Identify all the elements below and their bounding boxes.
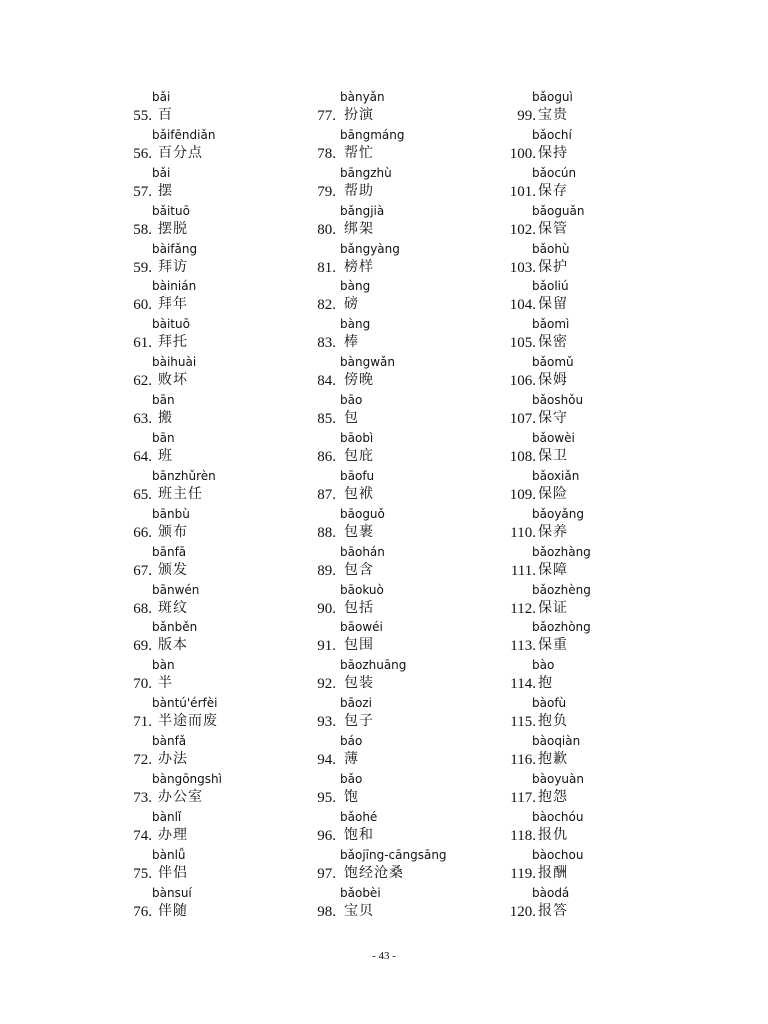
entry-hanzi: 帮忙 — [344, 144, 374, 161]
entry-pinyin: bān — [152, 431, 175, 446]
vocabulary-entry — [296, 696, 486, 734]
vocabulary-entry — [112, 469, 292, 507]
entry-number: 104. — [509, 297, 536, 314]
vocabulary-entry — [112, 886, 292, 924]
entry-pinyin: bàodá — [532, 885, 570, 900]
vocabulary-entry — [296, 810, 486, 848]
entry-number: 78. — [317, 145, 336, 162]
entry-hanzi: 宝贝 — [344, 902, 374, 919]
entry-number: 57. — [133, 183, 152, 200]
entry-hanzi: 伴随 — [158, 902, 188, 919]
vocabulary-entry — [296, 772, 486, 810]
entry-hanzi: 抱负 — [538, 713, 568, 730]
entry-number: 95. — [317, 790, 336, 807]
entry-hanzi: 保护 — [538, 258, 568, 275]
entry-hanzi: 包庇 — [344, 448, 374, 465]
entry-hanzi: 保管 — [538, 220, 568, 237]
entry-hanzi: 保险 — [538, 485, 568, 502]
entry-hanzi: 包裹 — [344, 523, 374, 540]
entry-pinyin: bǎocún — [532, 165, 577, 180]
vocabulary-entry — [112, 772, 292, 810]
entry-hanzi: 伴侣 — [158, 864, 188, 881]
entry-number: 61. — [133, 335, 152, 352]
entry-hanzi: 抱歉 — [538, 751, 568, 768]
vocabulary-entry — [112, 317, 292, 355]
entry-hanzi: 败坏 — [158, 372, 188, 389]
entry-hanzi: 百分点 — [158, 144, 203, 161]
entry-pinyin: bǎochí — [532, 127, 572, 142]
entry-hanzi: 半途而废 — [158, 713, 218, 730]
entry-hanzi: 包含 — [344, 561, 374, 578]
entry-number: 77. — [317, 108, 336, 124]
vocabulary-entry — [488, 355, 688, 393]
entry-pinyin: bànsuí — [152, 885, 192, 900]
entry-pinyin: bàngōngshì — [152, 772, 222, 787]
entry-hanzi: 班主任 — [158, 485, 203, 502]
vocabulary-column-2 — [296, 90, 486, 924]
vocabulary-entry — [112, 696, 292, 734]
vocabulary-entry — [488, 469, 688, 507]
entry-pinyin: bānbù — [152, 506, 190, 521]
entry-number: 119. — [510, 865, 536, 882]
entry-pinyin: bǎo — [340, 772, 363, 787]
entry-pinyin: bàifǎng — [152, 241, 198, 256]
entry-number: 68. — [133, 600, 152, 617]
entry-hanzi: 宝贵 — [538, 107, 568, 123]
entry-number: 70. — [133, 676, 152, 693]
vocabulary-entry — [296, 469, 486, 507]
entry-number: 103. — [509, 259, 536, 276]
entry-pinyin: bānwén — [152, 582, 200, 597]
entry-number: 112. — [510, 600, 536, 617]
entry-pinyin: bàn — [152, 658, 175, 673]
vocabulary-entry — [296, 431, 486, 469]
entry-hanzi: 包括 — [344, 599, 374, 616]
vocabulary-entry — [488, 242, 688, 280]
vocabulary-entry — [296, 393, 486, 431]
entry-hanzi: 帮助 — [344, 182, 374, 199]
entry-pinyin: bào — [532, 658, 555, 673]
entry-number: 94. — [317, 752, 336, 769]
entry-number: 90. — [317, 600, 336, 617]
entry-hanzi: 饱经沧桑 — [344, 864, 404, 881]
entry-hanzi: 版本 — [158, 637, 188, 654]
vocabulary-entry — [488, 166, 688, 204]
entry-hanzi: 薄 — [344, 751, 359, 768]
entry-pinyin: bǎohù — [532, 241, 570, 256]
vocabulary-entry — [488, 393, 688, 431]
entry-pinyin: bǎngjià — [340, 203, 385, 218]
vocabulary-entry — [296, 128, 486, 166]
entry-hanzi: 保重 — [538, 637, 568, 654]
vocabulary-entry — [488, 734, 688, 772]
entry-pinyin: bàochou — [532, 847, 584, 862]
entry-pinyin: bāofu — [340, 468, 375, 483]
entry-pinyin: bàngwǎn — [340, 355, 395, 370]
vocabulary-entry — [488, 772, 688, 810]
vocabulary-entry — [296, 734, 486, 772]
vocabulary-entry — [112, 90, 292, 128]
entry-pinyin: bāozhuāng — [340, 658, 407, 673]
entry-number: 89. — [317, 562, 336, 579]
entry-pinyin: báo — [340, 734, 363, 749]
entry-pinyin: bǎoxiǎn — [532, 468, 580, 483]
entry-number: 106. — [509, 373, 536, 390]
entry-number: 115. — [510, 714, 536, 731]
vocabulary-entry — [488, 696, 688, 734]
entry-pinyin: bànlǚ — [152, 847, 186, 862]
entry-hanzi: 保证 — [538, 599, 568, 616]
vocabulary-entry — [488, 886, 688, 924]
entry-pinyin: bǎozhòng — [532, 620, 591, 635]
entry-hanzi: 拜年 — [158, 296, 188, 313]
entry-number: 93. — [317, 714, 336, 731]
vocabulary-entry — [488, 507, 688, 545]
entry-hanzi: 摆脱 — [158, 220, 188, 237]
entry-number: 74. — [133, 827, 152, 844]
entry-hanzi: 拜托 — [158, 334, 188, 351]
entry-hanzi: 报仇 — [538, 826, 568, 843]
vocabulary-entry — [296, 242, 486, 280]
entry-pinyin: bāowéi — [340, 620, 383, 635]
entry-number: 116. — [510, 752, 536, 769]
entry-pinyin: bǎoguǎn — [532, 203, 585, 218]
entry-number: 64. — [133, 449, 152, 466]
entry-pinyin: bǎngyàng — [340, 241, 400, 256]
vocabulary-entry — [112, 810, 292, 848]
entry-pinyin: bànfǎ — [152, 734, 187, 749]
vocabulary-entry — [488, 431, 688, 469]
vocabulary-entry — [296, 90, 486, 128]
entry-hanzi: 保卫 — [538, 448, 568, 465]
entry-pinyin: bāngzhù — [340, 165, 392, 180]
entry-hanzi: 包袱 — [344, 485, 374, 502]
entry-number: 82. — [317, 297, 336, 314]
vocabulary-entry — [488, 128, 688, 166]
entry-pinyin: bǎowèi — [532, 431, 575, 446]
entry-number: 91. — [317, 638, 336, 655]
entry-pinyin: bǎomǔ — [532, 355, 574, 370]
vocabulary-entry — [112, 242, 292, 280]
vocabulary-entry — [296, 583, 486, 621]
entry-hanzi: 摆 — [158, 182, 173, 199]
entry-hanzi: 保守 — [538, 410, 568, 427]
entry-pinyin: bāoguǒ — [340, 506, 385, 521]
entry-number: 56. — [133, 145, 152, 162]
entry-pinyin: bǎojīng-cāngsāng — [340, 847, 447, 862]
entry-number: 111. — [510, 562, 536, 579]
vocabulary-entry — [112, 166, 292, 204]
entry-hanzi: 扮演 — [344, 107, 374, 123]
entry-hanzi: 包装 — [344, 675, 374, 692]
entry-hanzi: 包围 — [344, 637, 374, 654]
vocabulary-entry — [488, 279, 688, 317]
entry-number: 120. — [509, 903, 536, 920]
entry-number: 81. — [317, 259, 336, 276]
entry-pinyin: bàng — [340, 317, 371, 332]
vocabulary-entry — [296, 545, 486, 583]
page-number: - 43 - — [372, 950, 396, 962]
entry-number: 65. — [133, 486, 152, 503]
vocabulary-entry — [296, 166, 486, 204]
entry-number: 113. — [510, 638, 536, 655]
entry-hanzi: 保养 — [538, 523, 568, 540]
entry-pinyin: bàinián — [152, 279, 197, 294]
entry-hanzi: 保持 — [538, 144, 568, 161]
entry-number: 83. — [317, 335, 336, 352]
entry-pinyin: bǎozhàng — [532, 544, 591, 559]
entry-pinyin: bānzhǔrèn — [152, 468, 216, 483]
vocabulary-entry — [296, 848, 486, 886]
entry-number: 114. — [510, 676, 536, 693]
vocabulary-entry — [112, 355, 292, 393]
entry-hanzi: 保障 — [538, 561, 568, 578]
vocabulary-entry — [112, 279, 292, 317]
entry-number: 97. — [317, 865, 336, 882]
vocabulary-entry — [296, 204, 486, 242]
vocabulary-entry — [112, 128, 292, 166]
vocabulary-entry — [296, 620, 486, 658]
entry-number: 62. — [133, 373, 152, 390]
entry-number: 59. — [133, 259, 152, 276]
vocabulary-entry — [296, 355, 486, 393]
entry-number: 79. — [317, 183, 336, 200]
entry-number: 63. — [133, 411, 152, 428]
vocabulary-column-3 — [488, 90, 688, 924]
entry-pinyin: bàntú'érfèi — [152, 696, 218, 711]
entry-pinyin: bǎoshǒu — [532, 393, 584, 408]
entry-hanzi: 保密 — [538, 334, 568, 351]
vocabulary-entry — [112, 620, 292, 658]
entry-hanzi: 颁发 — [158, 561, 188, 578]
entry-pinyin: bàituō — [152, 317, 190, 332]
entry-hanzi: 半 — [158, 675, 173, 692]
entry-pinyin: bāozi — [340, 696, 372, 711]
entry-hanzi: 办公室 — [158, 789, 203, 806]
entry-hanzi: 磅 — [344, 296, 359, 313]
entry-number: 80. — [317, 221, 336, 238]
entry-hanzi: 饱 — [344, 789, 359, 806]
entry-pinyin: bǎoliú — [532, 279, 569, 294]
entry-number: 55. — [133, 108, 152, 124]
entry-number: 110. — [510, 524, 536, 541]
entry-number: 86. — [317, 449, 336, 466]
vocabulary-entry — [112, 204, 292, 242]
entry-hanzi: 拜访 — [158, 258, 188, 275]
entry-hanzi: 报酬 — [538, 864, 568, 881]
entry-number: 60. — [133, 297, 152, 314]
entry-pinyin: bànyǎn — [340, 90, 385, 104]
vocabulary-column-1 — [112, 90, 292, 924]
entry-number: 75. — [133, 865, 152, 882]
entry-pinyin: bǎi — [152, 90, 171, 104]
vocabulary-entry — [112, 393, 292, 431]
entry-pinyin: bǎomì — [532, 317, 570, 332]
entry-hanzi: 办法 — [158, 751, 188, 768]
entry-pinyin: bāokuò — [340, 582, 384, 597]
entry-hanzi: 搬 — [158, 410, 173, 427]
entry-pinyin: bǎoyǎng — [532, 506, 584, 521]
vocabulary-entry — [112, 583, 292, 621]
entry-number: 71. — [133, 714, 152, 731]
vocabulary-entry — [488, 620, 688, 658]
entry-number: 117. — [510, 790, 536, 807]
entry-number: 108. — [509, 449, 536, 466]
entry-hanzi: 办理 — [158, 826, 188, 843]
entry-number: 107. — [509, 411, 536, 428]
entry-number: 73. — [133, 790, 152, 807]
entry-hanzi: 绑架 — [344, 220, 374, 237]
vocabulary-entry — [296, 886, 486, 924]
entry-pinyin: bǎi — [152, 165, 171, 180]
vocabulary-entry — [296, 507, 486, 545]
entry-hanzi: 保存 — [538, 182, 568, 199]
vocabulary-entry — [488, 545, 688, 583]
entry-number: 87. — [317, 486, 336, 503]
entry-hanzi: 包子 — [344, 713, 374, 730]
entry-number: 118. — [510, 827, 536, 844]
entry-hanzi: 报答 — [538, 902, 568, 919]
entry-number: 102. — [509, 221, 536, 238]
entry-number: 109. — [509, 486, 536, 503]
entry-number: 100. — [509, 145, 536, 162]
entry-pinyin: bāngmáng — [340, 127, 405, 142]
entry-pinyin: bǎozhèng — [532, 582, 591, 597]
entry-hanzi: 抱怨 — [538, 789, 568, 806]
entry-hanzi: 班 — [158, 448, 173, 465]
vocabulary-entry — [488, 810, 688, 848]
entry-pinyin: bāobì — [340, 431, 374, 446]
entry-number: 84. — [317, 373, 336, 390]
entry-number: 58. — [133, 221, 152, 238]
vocabulary-entry — [488, 658, 688, 696]
vocabulary-entry — [488, 204, 688, 242]
entry-hanzi: 榜样 — [344, 258, 374, 275]
entry-hanzi: 颁布 — [158, 523, 188, 540]
vocabulary-entry — [296, 658, 486, 696]
vocabulary-entry — [112, 507, 292, 545]
vocabulary-entry — [112, 734, 292, 772]
entry-number: 92. — [317, 676, 336, 693]
entry-hanzi: 棒 — [344, 334, 359, 351]
entry-hanzi: 斑纹 — [158, 599, 188, 616]
vocabulary-entry — [488, 317, 688, 355]
entry-number: 99. — [517, 108, 536, 124]
entry-number: 76. — [133, 903, 152, 920]
entry-pinyin: bàofù — [532, 696, 567, 711]
entry-number: 96. — [317, 827, 336, 844]
entry-pinyin: bàihuài — [152, 355, 197, 370]
entry-number: 98. — [317, 903, 336, 920]
vocabulary-entry — [112, 848, 292, 886]
entry-number: 88. — [317, 524, 336, 541]
entry-number: 105. — [509, 335, 536, 352]
entry-pinyin: bànlǐ — [152, 809, 182, 824]
entry-number: 72. — [133, 752, 152, 769]
vocabulary-entry — [112, 658, 292, 696]
entry-pinyin: bǎifēndiǎn — [152, 127, 216, 142]
entry-hanzi: 包 — [344, 410, 359, 427]
entry-pinyin: bàoqiàn — [532, 734, 581, 749]
entry-hanzi: 饱和 — [344, 826, 374, 843]
entry-hanzi: 抱 — [538, 675, 553, 692]
vocabulary-entry — [296, 317, 486, 355]
entry-pinyin: bānfā — [152, 544, 187, 559]
entry-hanzi: 保姆 — [538, 372, 568, 389]
entry-pinyin: bān — [152, 393, 175, 408]
vocabulary-entry — [112, 431, 292, 469]
entry-hanzi: 傍晚 — [344, 372, 374, 389]
entry-number: 66. — [133, 524, 152, 541]
entry-pinyin: bàochóu — [532, 809, 584, 824]
entry-pinyin: bàng — [340, 279, 371, 294]
entry-pinyin: bǎohé — [340, 809, 378, 824]
entry-number: 69. — [133, 638, 152, 655]
entry-hanzi: 百 — [158, 107, 173, 123]
vocabulary-entry — [296, 279, 486, 317]
entry-pinyin: bǎoguì — [532, 90, 573, 104]
entry-pinyin: bǎituō — [152, 203, 190, 218]
entry-pinyin: bāohán — [340, 544, 385, 559]
entry-pinyin: bǎobèi — [340, 885, 381, 900]
vocabulary-entry — [488, 848, 688, 886]
entry-number: 67. — [133, 562, 152, 579]
entry-pinyin: bàoyuàn — [532, 772, 584, 787]
entry-pinyin: bǎnběn — [152, 620, 198, 635]
vocabulary-entry — [488, 90, 688, 128]
vocabulary-entry — [488, 583, 688, 621]
vocabulary-entry — [112, 545, 292, 583]
entry-number: 101. — [509, 183, 536, 200]
entry-number: 85. — [317, 411, 336, 428]
entry-hanzi: 保留 — [538, 296, 568, 313]
entry-pinyin: bāo — [340, 393, 363, 408]
